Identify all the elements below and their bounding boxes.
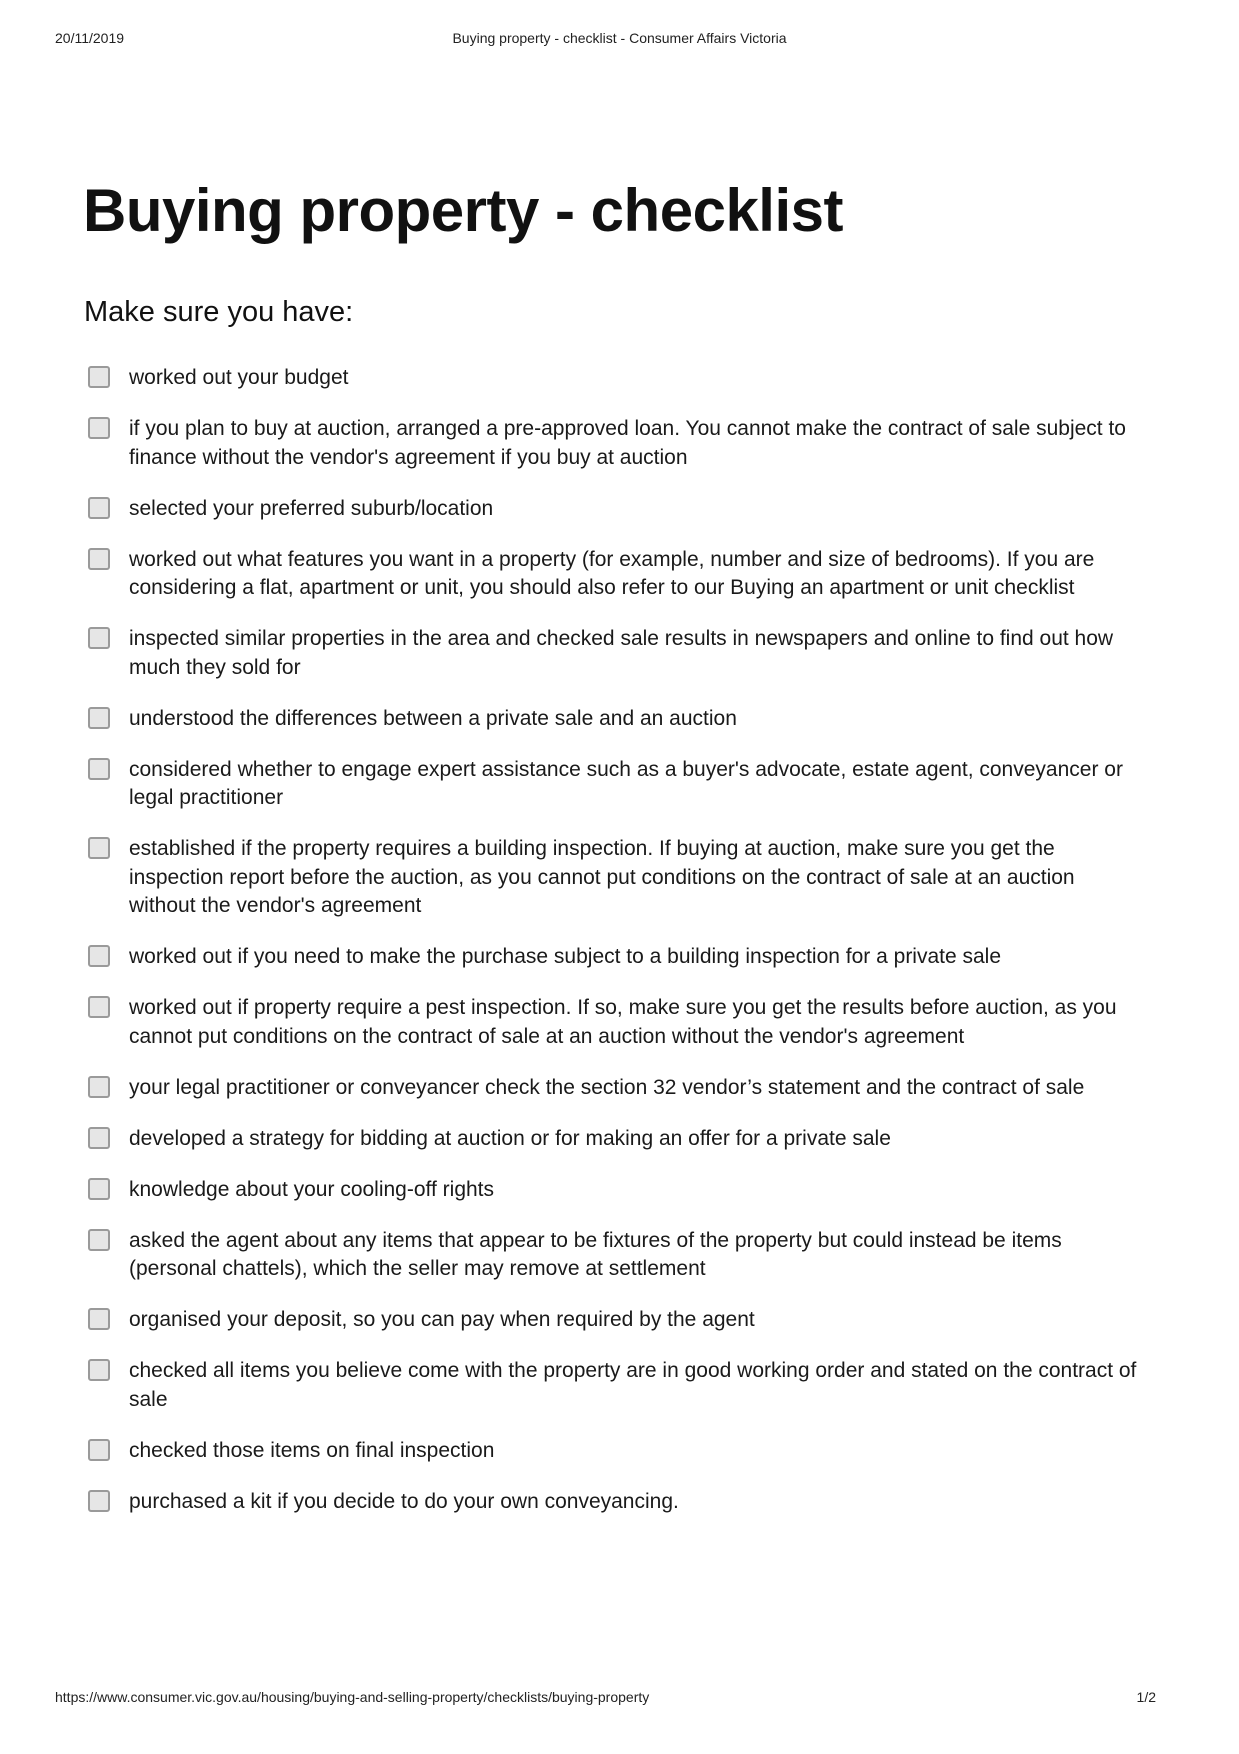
checklist-item <box>88 1437 1138 1466</box>
checkbox[interactable] <box>88 837 110 859</box>
checklist-item-text: worked out what features you want in a property (for example, number and size of bedrooms). If you are considering a flat, apartment or unit, you should also refer to our Buying an apartment or unit checklist <box>129 547 1095 599</box>
checkbox[interactable] <box>88 366 110 388</box>
checkbox[interactable] <box>88 417 110 439</box>
checkbox[interactable] <box>88 758 110 780</box>
checklist-item-text: checked all items you believe come with the property are in good working order and stated on the contract of sale <box>129 1359 1137 1411</box>
checklist-item <box>88 1176 1138 1205</box>
checklist-item-text: your legal practitioner or conveyancer check the section 32 vendor’s statement and the contract of sale <box>129 1075 1085 1099</box>
print-doc-title: Buying property - checklist - Consumer Affairs Victoria <box>452 30 787 46</box>
checklist-item <box>88 943 1138 972</box>
page-title: Buying property - checklist <box>83 177 843 244</box>
checkbox[interactable] <box>88 945 110 967</box>
print-header <box>55 30 1184 50</box>
checklist-item <box>88 756 1138 813</box>
checklist-item-text: understood the differences between a private sale and an auction <box>129 706 737 730</box>
checklist-item <box>88 546 1138 603</box>
checkbox[interactable] <box>88 707 110 729</box>
checklist-item-text: purchased a kit if you decide to do your own conveyancing. <box>129 1489 679 1513</box>
checkbox[interactable] <box>88 1439 110 1461</box>
checklist-item <box>88 495 1138 524</box>
checklist-item-text: checked those items on final inspection <box>129 1438 495 1462</box>
checklist-item-text: worked out if you need to make the purchase subject to a building inspection for a private sale <box>129 945 1002 968</box>
checklist-item-text: knowledge about your cooling-off rights <box>129 1177 495 1201</box>
checklist-item <box>88 1488 1138 1517</box>
checklist-item <box>88 415 1138 472</box>
checklist-item-text: if you plan to buy at auction, arranged a pre-approved loan. You cannot make the contract of sale subject to finance without the vendor's agreement if you buy at auction <box>129 417 1126 469</box>
print-footer <box>55 1689 1184 1709</box>
page-number: 1/2 <box>1136 1689 1156 1705</box>
checklist-item <box>88 705 1138 734</box>
checkbox[interactable] <box>88 1490 110 1512</box>
checkbox[interactable] <box>88 1308 110 1330</box>
checkbox[interactable] <box>88 1076 110 1098</box>
checkbox[interactable] <box>88 1127 110 1149</box>
checklist-item-text: developed a strategy for bidding at auction or for making an offer for a private sale <box>129 1126 891 1150</box>
checklist <box>88 364 1138 1539</box>
checkbox[interactable] <box>88 497 110 519</box>
checklist-item <box>88 1227 1138 1284</box>
checkbox[interactable] <box>88 1359 110 1381</box>
checklist-item-text: selected your preferred suburb/location <box>129 496 494 520</box>
checkbox[interactable] <box>88 548 110 570</box>
checkbox[interactable] <box>88 996 110 1018</box>
section-heading: Make sure you have: <box>84 296 354 328</box>
print-date: 20/11/2019 <box>55 30 125 46</box>
checklist-item <box>88 994 1138 1051</box>
checklist-item <box>88 364 1138 393</box>
checklist-item-text: inspected similar properties in the area and checked sale results in newspapers and online to find out how much they sold for <box>129 627 1114 679</box>
checklist-item <box>88 1074 1138 1103</box>
checkbox[interactable] <box>88 1229 110 1251</box>
checklist-item <box>88 835 1138 921</box>
checklist-item <box>88 1306 1138 1335</box>
checklist-item-text: considered whether to engage expert assistance such as a buyer's advocate, estate agent, conveyancer or legal practitioner <box>129 757 1123 809</box>
checklist-item-text: worked out your budget <box>129 366 349 389</box>
checklist-item-text: organised your deposit, so you can pay when required by the agent <box>129 1308 755 1331</box>
checkbox[interactable] <box>88 1178 110 1200</box>
checklist-item-text: worked out if property require a pest inspection. If so, make sure you get the results before auction, as you cannot put conditions on the contract of sale at an auction without the vendor's agreement <box>129 996 1117 1048</box>
checklist-item <box>88 1125 1138 1154</box>
checklist-item-text: established if the property requires a building inspection. If buying at auction, make sure you get the inspection report before the auction, as you cannot put conditions on the contract of sale at an auction without the vendor's agreement <box>129 837 1075 917</box>
checklist-item <box>88 1357 1138 1414</box>
checkbox[interactable] <box>88 627 110 649</box>
page-url: https://www.consumer.vic.gov.au/housing/buying-and-selling-property/checklists/buying-property <box>55 1689 650 1705</box>
checklist-item-text: asked the agent about any items that appear to be fixtures of the property but could instead be items (personal chattels), which the seller may remove at settlement <box>129 1228 1062 1280</box>
checklist-item <box>88 625 1138 682</box>
